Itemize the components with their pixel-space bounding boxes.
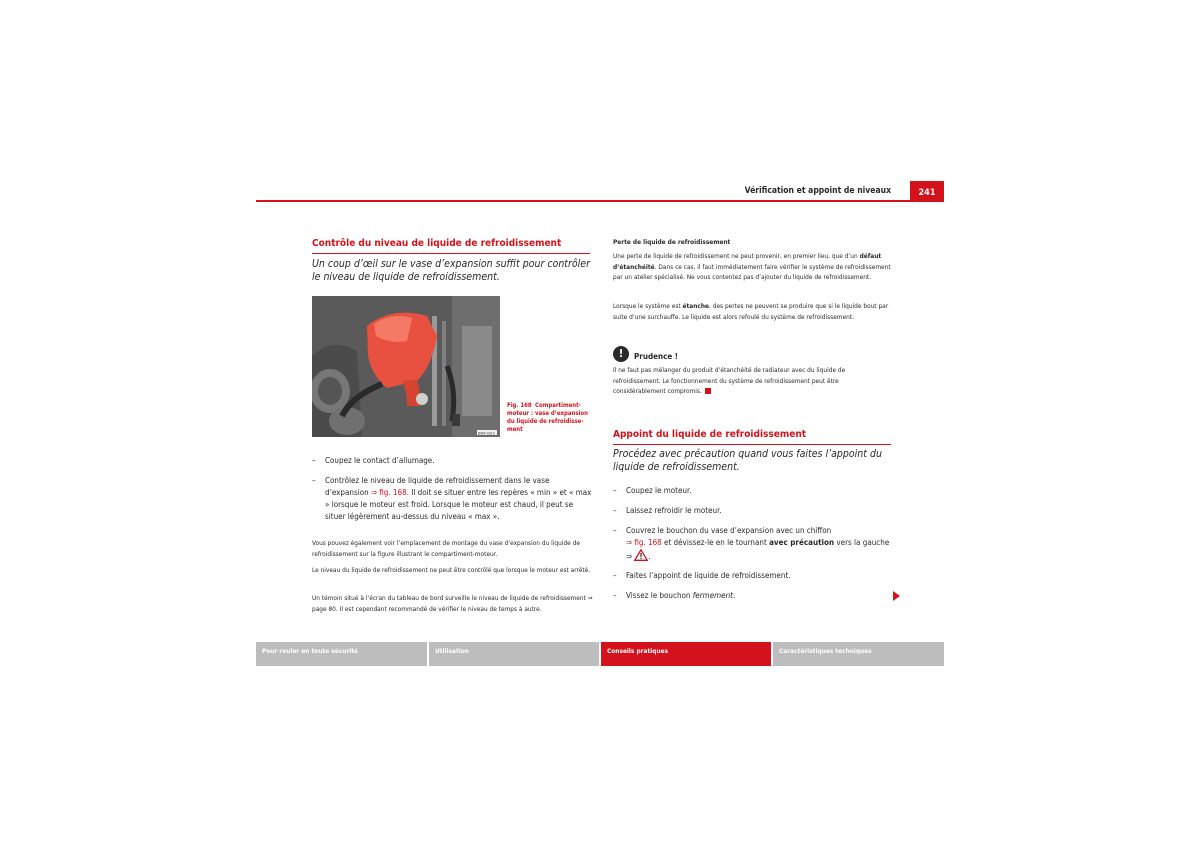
step-text: Coupez le moteur.: [626, 486, 692, 495]
footer-tab-practical-tips[interactable]: Conseils pratiques: [601, 642, 771, 666]
figure-caption-label: Fig. 168: [507, 402, 532, 409]
step-item: – Vissez le bouchon fermement.: [613, 590, 893, 602]
step-text-part: . Il doit se situer entre les repères « min » et « max » lorsque le moteur est froid. Lorsque le moteur est chaud, il peut se situer légèrement au-dessus du niveau « max ».: [325, 488, 592, 521]
footer-tab-technical-data[interactable]: Caractéristiques techniques: [773, 642, 944, 666]
text-part: .: [648, 552, 651, 561]
engine-compartment-photo: [312, 296, 500, 437]
section-heading-topup: Appoint du liquide de refroidissement: [613, 429, 891, 445]
text-italic: fermement: [692, 591, 733, 600]
next-arrow-icon[interactable]: [893, 591, 900, 601]
figure-code: B5M-0313: [478, 431, 495, 436]
text-part: Couvrez le bouchon du vase d’expansion avec un chiffon: [626, 526, 832, 535]
note-paragraph: Vous pouvez également voir l’emplacement de montage du vase d’expansion du liquide de refroidissement sur la figure illustrant le compartiment-moteur.: [312, 539, 580, 558]
caution-icon: !: [613, 346, 629, 362]
section-lead-control: Un coup d’œil sur le vase d’expansion suffit pour contrôler le niveau de liquide de refroidissement.: [312, 258, 590, 283]
text-part: vers la gauche ⇒: [626, 538, 890, 561]
loss-paragraph-1: [613, 251, 891, 283]
footer-tab-operation[interactable]: Utilisation: [429, 642, 599, 666]
figure-caption: [507, 402, 591, 434]
text-bold: défaut d’étanchéité: [613, 252, 882, 271]
text-part: .: [732, 591, 736, 600]
step-text-part: Contrôlez le niveau de liquide de refroidissement dans le vase d’expansion: [325, 476, 550, 497]
text-part: Lorsque le système est: [613, 302, 683, 310]
stop-square-icon: [705, 388, 711, 394]
step-text: Faites l’appoint de liquide de refroidissement.: [626, 571, 791, 580]
caution-body: Il ne faut pas mélanger du produit d’étanchéité de radiateur avec du liquide de refroidissement. Le fonctionnement du système de refroidissement peut être considérablement compromis.: [613, 366, 846, 395]
header-rule: [256, 200, 944, 202]
text-part: Une perte de liquide de refroidissement ne peut provenir, en premier lieu, que d’un: [613, 252, 860, 260]
text-bold: étanche: [682, 302, 710, 310]
text-part: Vissez le bouchon: [626, 591, 693, 600]
engine-compartment-illustration: [312, 296, 500, 437]
step-item: – Laissez refroidir le moteur.: [613, 505, 893, 517]
step-text: [613, 525, 893, 563]
figure-caption-text: Compartiment-moteur : vase d’expansion du liquide de refroidisse-ment: [507, 402, 588, 433]
section-heading-control: Contrôle du niveau de liquide de refroidissement: [312, 238, 590, 254]
note-paragraph: Un témoin situé à l’écran du tableau de bord surveille le niveau de liquide de refroidissement ⇒ page 80. Il est cependant recommandé de vérifier le niveau de temps à autre.: [312, 594, 593, 613]
step-text: Coupez le contact d’allumage.: [325, 456, 435, 465]
note-paragraph: Le niveau du liquide de refroidissement ne peut être contrôlé que lorsque le moteur est arrêté.: [312, 566, 591, 574]
text-bold: avec précaution: [769, 538, 835, 547]
footer-tab-safety[interactable]: Pour rouler en toute sécurité: [256, 642, 427, 666]
figure-reference-link[interactable]: ⇒ fig. 168: [626, 538, 662, 547]
page-number: 241: [910, 181, 944, 202]
text-part: et dévissez-le en le tournant: [661, 538, 770, 547]
loss-paragraph-2: [613, 301, 891, 322]
step-item: – Couvrez le bouchon du vase d’expansion avec un chiffon ⇒ fig. 168 et dévissez-le en le tournant avec précaution vers la gauche ⇒ .: [613, 525, 893, 563]
warning-triangle-icon[interactable]: [634, 549, 651, 561]
section-lead-topup: Procédez avec précaution quand vous faites l’appoint du liquide de refroidissement.: [613, 448, 882, 473]
step-item: – Contrôlez le niveau de liquide de refroidissement dans le vase d’expansion ⇒ fig. 168. Il doit se situer entre les repères « min » et « max » lorsque le moteur est froid. Lorsque le moteur est chaud, il peut se situer légèrement au-dessus du niveau « max ».: [312, 475, 594, 523]
step-text: [613, 590, 893, 602]
step-text: Laissez refroidir le moteur.: [626, 506, 722, 515]
step-item: – Faites l’appoint de liquide de refroidissement.: [613, 570, 893, 582]
text-part: . Dans ce cas, il faut immédiatement faire vérifier le système de refroidissement par un atelier spécialisé. Ne vous contentez pas d’ajouter du liquide de refroidissement.: [613, 262, 891, 281]
step-item: – Coupez le contact d’allumage.: [312, 455, 594, 467]
step-item: – Coupez le moteur.: [613, 485, 893, 497]
text-part: , des pertes ne peuvent se produire que si le liquide bout par suite d’une surchauffe. Le liquide est alors refoulé du système de refroidissement.: [613, 302, 889, 321]
running-header-title: Vérification et appoint de niveaux: [744, 186, 891, 196]
subheading-loss: Perte de liquide de refroidissement: [613, 238, 731, 246]
caution-text: [613, 365, 893, 397]
figure-reference-link[interactable]: ⇒ fig. 168: [370, 488, 407, 497]
caution-title: Prudence !: [634, 352, 679, 361]
step-text: [312, 475, 594, 523]
